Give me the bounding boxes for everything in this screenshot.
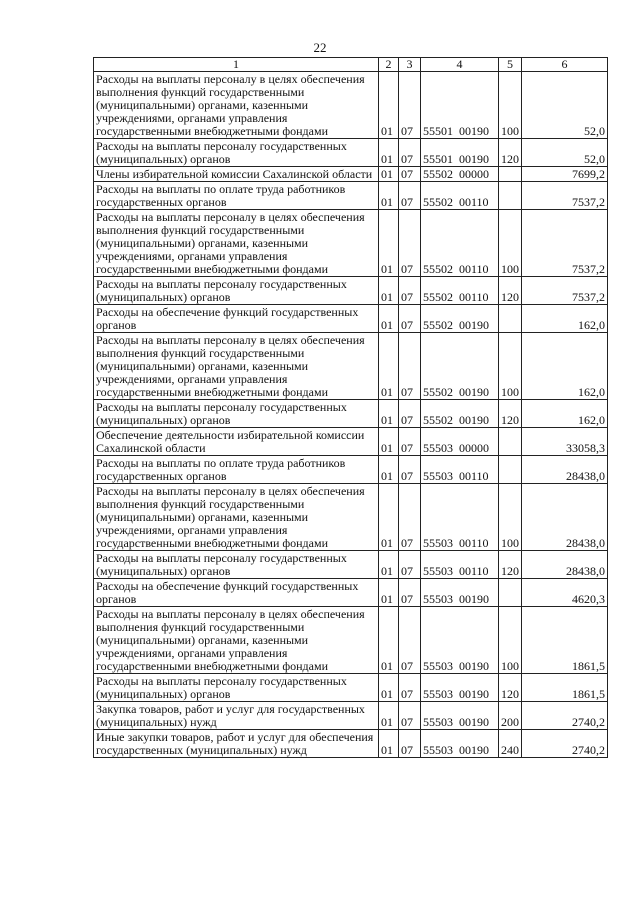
direction-code: 00190: [459, 413, 489, 427]
page-number: 22: [313, 40, 327, 55]
target-article-cell: [421, 702, 499, 730]
expense-name-cell: [94, 333, 379, 400]
expense-name: Закупка товаров, работ и услуг для государственных (муниципальных) нужд: [96, 702, 365, 729]
program-code: 55502: [423, 413, 453, 427]
expense-type-code: 100: [499, 210, 522, 277]
expense-name: Расходы на выплаты персоналу в целях обеспечения выполнения функций государственными (муниципальными) органами, казенными учреждениями, органами управления государственными внебюджетными фондами: [96, 210, 365, 276]
table-row: [94, 167, 608, 182]
direction-code: 00110: [459, 564, 489, 578]
subsection-code: 07: [399, 277, 421, 305]
subsection-code: 07: [399, 702, 421, 730]
program-code: 55502: [423, 290, 453, 304]
section-code: 01: [379, 167, 399, 182]
target-article-cell: [421, 428, 499, 456]
expense-type-code: [499, 428, 522, 456]
section-code: 01: [379, 139, 399, 167]
expense-name-cell: [94, 730, 379, 758]
amount: 1861,5: [522, 607, 608, 674]
program-code: 55503: [423, 536, 453, 550]
program-code: 55502: [423, 167, 453, 181]
direction-code: 00190: [459, 687, 489, 701]
section-code: 01: [379, 674, 399, 702]
amount: 7537,2: [522, 182, 608, 210]
amount: 162,0: [522, 305, 608, 333]
section-code: 01: [379, 579, 399, 607]
expense-type-code: 240: [499, 730, 522, 758]
program-code: 55502: [423, 318, 453, 332]
table-row: [94, 579, 608, 607]
amount: 52,0: [522, 139, 608, 167]
target-article-cell: [421, 484, 499, 551]
direction-code: 00110: [459, 195, 489, 209]
expense-name-cell: [94, 72, 379, 139]
target-article-cell: [421, 182, 499, 210]
expense-type-code: [499, 305, 522, 333]
expense-type-code: 100: [499, 607, 522, 674]
direction-code: 00190: [459, 124, 489, 138]
amount: 162,0: [522, 400, 608, 428]
amount: 28438,0: [522, 484, 608, 551]
expense-name: Расходы на выплаты персоналу государственных (муниципальных) органов: [96, 139, 347, 166]
section-code: 01: [379, 702, 399, 730]
column-header-2: 2: [379, 58, 399, 72]
expense-type-code: 100: [499, 72, 522, 139]
expense-name-cell: [94, 277, 379, 305]
program-code: 55501: [423, 152, 453, 166]
program-code: 55503: [423, 743, 453, 757]
direction-code: 00190: [459, 385, 489, 399]
table-row: [94, 484, 608, 551]
expense-name-cell: [94, 674, 379, 702]
program-code: 55503: [423, 441, 453, 455]
expense-type-code: [499, 167, 522, 182]
amount: 1861,5: [522, 674, 608, 702]
direction-code: 00190: [459, 715, 489, 729]
subsection-code: 07: [399, 551, 421, 579]
section-code: 01: [379, 551, 399, 579]
subsection-code: 07: [399, 607, 421, 674]
amount: 33058,3: [522, 428, 608, 456]
table-row: [94, 277, 608, 305]
expense-type-code: 120: [499, 674, 522, 702]
expense-name: Расходы на выплаты персоналу в целях обеспечения выполнения функций государственными (муниципальными) органами, казенными учреждениями, органами управления государственными внебюджетными фондами: [96, 484, 365, 550]
direction-code: 00000: [459, 441, 489, 455]
expense-name: Расходы на выплаты по оплате труда работников государственных органов: [96, 456, 346, 483]
target-article-cell: [421, 72, 499, 139]
column-header-3: 3: [399, 58, 421, 72]
program-code: 55502: [423, 385, 453, 399]
expense-type-code: [499, 456, 522, 484]
section-code: 01: [379, 456, 399, 484]
expense-name: Расходы на обеспечение функций государственных органов: [96, 305, 359, 332]
table-row: [94, 305, 608, 333]
subsection-code: 07: [399, 210, 421, 277]
expense-name: Расходы на выплаты персоналу в целях обеспечения выполнения функций государственными (муниципальными) органами, казенными учреждениями, органами управления государственными внебюджетными фондами: [96, 72, 365, 138]
expense-name: Расходы на выплаты персоналу в целях обеспечения выполнения функций государственными (муниципальными) органами, казенными учреждениями, органами управления государственными внебюджетными фондами: [96, 607, 365, 673]
expense-name-cell: [94, 702, 379, 730]
table-row: [94, 702, 608, 730]
amount: 52,0: [522, 72, 608, 139]
target-article-cell: [421, 210, 499, 277]
section-code: 01: [379, 305, 399, 333]
target-article-cell: [421, 456, 499, 484]
column-header-4: 4: [421, 58, 499, 72]
direction-code: 00110: [459, 469, 489, 483]
table-row: [94, 674, 608, 702]
section-code: 01: [379, 277, 399, 305]
table-row: [94, 400, 608, 428]
table-row: [94, 551, 608, 579]
target-article-cell: [421, 305, 499, 333]
target-article-cell: [421, 551, 499, 579]
expense-name: Расходы на выплаты персоналу в целях обеспечения выполнения функций государственными (муниципальными) органами, казенными учреждениями, органами управления государственными внебюджетными фондами: [96, 333, 365, 399]
table-row: [94, 139, 608, 167]
expense-name: Расходы на выплаты персоналу государственных (муниципальных) органов: [96, 674, 347, 701]
expense-name-cell: [94, 182, 379, 210]
amount: 162,0: [522, 333, 608, 400]
direction-code: 00110: [459, 290, 489, 304]
amount: 7537,2: [522, 210, 608, 277]
program-code: 55503: [423, 469, 453, 483]
program-code: 55503: [423, 687, 453, 701]
section-code: 01: [379, 400, 399, 428]
amount: 28438,0: [522, 551, 608, 579]
expense-type-code: 120: [499, 277, 522, 305]
amount: 28438,0: [522, 456, 608, 484]
expense-type-code: 120: [499, 400, 522, 428]
expense-name-cell: [94, 210, 379, 277]
table-row: [94, 182, 608, 210]
program-code: 55501: [423, 124, 453, 138]
expense-name-cell: [94, 167, 379, 182]
expense-name: Расходы на выплаты персоналу государственных (муниципальных) органов: [96, 400, 347, 427]
expense-name-cell: [94, 551, 379, 579]
subsection-code: 07: [399, 333, 421, 400]
target-article-cell: [421, 139, 499, 167]
expense-name-cell: [94, 139, 379, 167]
table-row: [94, 333, 608, 400]
amount: 2740,2: [522, 702, 608, 730]
target-article-cell: [421, 730, 499, 758]
table-row: [94, 607, 608, 674]
section-code: 01: [379, 72, 399, 139]
section-code: 01: [379, 730, 399, 758]
subsection-code: 07: [399, 400, 421, 428]
expense-type-code: 100: [499, 333, 522, 400]
expense-type-code: 200: [499, 702, 522, 730]
target-article-cell: [421, 277, 499, 305]
table-row: [94, 456, 608, 484]
section-code: 01: [379, 428, 399, 456]
direction-code: 00190: [459, 743, 489, 757]
subsection-code: 07: [399, 456, 421, 484]
expense-type-code: [499, 579, 522, 607]
section-code: 01: [379, 484, 399, 551]
expense-name-cell: [94, 456, 379, 484]
expense-type-code: 100: [499, 484, 522, 551]
section-code: 01: [379, 607, 399, 674]
expense-name: Расходы на выплаты по оплате труда работников государственных органов: [96, 182, 346, 209]
budget-table: [93, 57, 608, 758]
amount: 4620,3: [522, 579, 608, 607]
program-code: 55503: [423, 592, 453, 606]
table-row: [94, 72, 608, 139]
direction-code: 00190: [459, 152, 489, 166]
expense-name-cell: [94, 305, 379, 333]
table-row: [94, 428, 608, 456]
amount: 2740,2: [522, 730, 608, 758]
target-article-cell: [421, 607, 499, 674]
direction-code: 00190: [459, 659, 489, 673]
expense-type-code: [499, 182, 522, 210]
section-code: 01: [379, 182, 399, 210]
expense-name: Расходы на обеспечение функций государственных органов: [96, 579, 359, 606]
expense-name-cell: [94, 579, 379, 607]
expense-name-cell: [94, 484, 379, 551]
subsection-code: 07: [399, 428, 421, 456]
target-article-cell: [421, 579, 499, 607]
expense-name: Обеспечение деятельности избирательной комиссии Сахалинской области: [96, 428, 365, 455]
direction-code: 00190: [459, 592, 489, 606]
amount: 7699,2: [522, 167, 608, 182]
column-header-1: 1: [94, 58, 379, 72]
target-article-cell: [421, 674, 499, 702]
section-code: 01: [379, 333, 399, 400]
program-code: 55502: [423, 262, 453, 276]
subsection-code: 07: [399, 167, 421, 182]
subsection-code: 07: [399, 72, 421, 139]
program-code: 55502: [423, 195, 453, 209]
expense-name: Члены избирательной комиссии Сахалинской области: [96, 167, 373, 181]
subsection-code: 07: [399, 139, 421, 167]
section-code: 01: [379, 210, 399, 277]
program-code: 55503: [423, 659, 453, 673]
direction-code: 00000: [459, 167, 489, 181]
column-header-5: 5: [499, 58, 522, 72]
expense-name-cell: [94, 428, 379, 456]
direction-code: 00190: [459, 318, 489, 332]
direction-code: 00110: [459, 536, 489, 550]
expense-name-cell: [94, 400, 379, 428]
expense-type-code: 120: [499, 139, 522, 167]
table-row: [94, 210, 608, 277]
column-header-6: 6: [522, 58, 608, 72]
target-article-cell: [421, 333, 499, 400]
subsection-code: 07: [399, 182, 421, 210]
subsection-code: 07: [399, 674, 421, 702]
subsection-code: 07: [399, 579, 421, 607]
expense-name-cell: [94, 607, 379, 674]
program-code: 55503: [423, 564, 453, 578]
target-article-cell: [421, 167, 499, 182]
program-code: 55503: [423, 715, 453, 729]
header-row: [94, 58, 608, 72]
table-row: [94, 730, 608, 758]
subsection-code: 07: [399, 730, 421, 758]
direction-code: 00110: [459, 262, 489, 276]
expense-name: Расходы на выплаты персоналу государственных (муниципальных) органов: [96, 277, 347, 304]
expense-type-code: 120: [499, 551, 522, 579]
target-article-cell: [421, 400, 499, 428]
expense-name: Иные закупки товаров, работ и услуг для обеспечения государственных (муниципальных) нужд: [96, 730, 374, 757]
amount: 7537,2: [522, 277, 608, 305]
subsection-code: 07: [399, 484, 421, 551]
expense-name: Расходы на выплаты персоналу государственных (муниципальных) органов: [96, 551, 347, 578]
subsection-code: 07: [399, 305, 421, 333]
